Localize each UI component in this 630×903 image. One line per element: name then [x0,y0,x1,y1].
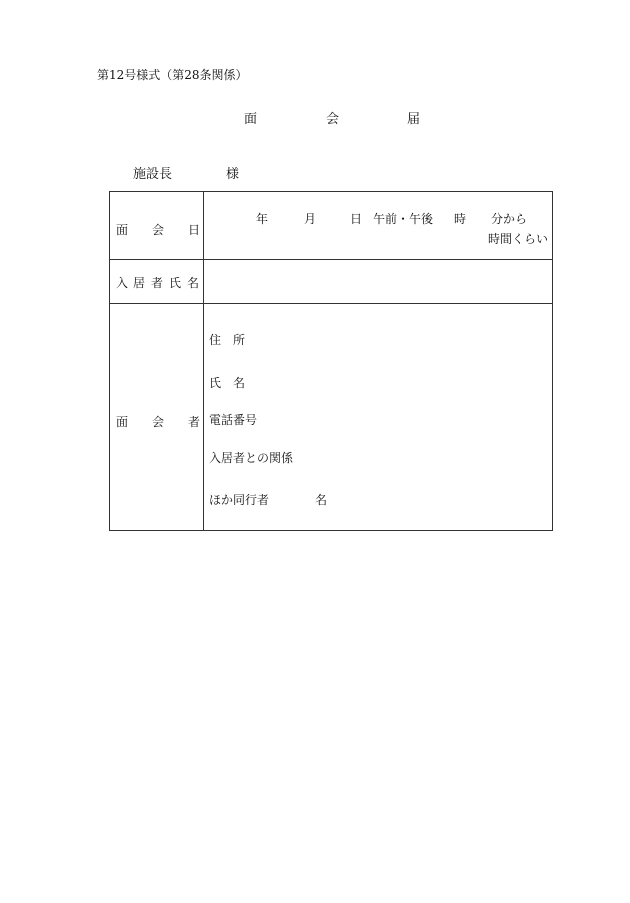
label-char: 面 [116,223,129,237]
label-char: 者 [151,276,164,290]
label-char: 会 [152,415,165,429]
label-char: 入 [116,276,129,290]
minute-field[interactable]: 分から [491,212,528,226]
table-divider [110,259,552,260]
companions-unit: 名 [315,493,328,507]
label-char: 会 [152,223,165,237]
hour-field[interactable]: 時 [454,212,467,226]
visitor-phone-label: 電話番号 [209,413,258,427]
form-number: 第12号様式（第28条関係） [97,68,248,82]
label-char: 者 [188,415,201,429]
table-divider [110,303,552,304]
application-table [109,191,553,531]
addressee-label: 施設長 [133,167,173,182]
label-char: 氏 [169,276,182,290]
month-field[interactable]: 月 [304,212,317,226]
visitor-relation-label: 入居者との関係 [209,451,294,465]
addressee-honorific: 様 [226,167,240,182]
duration-field[interactable]: 時間くらい [488,232,549,246]
title-char: 会 [326,112,340,127]
title-char: 届 [407,112,421,127]
companions-label: ほか同行者 [209,493,270,507]
table-divider [203,192,204,530]
visitor-name-label: 氏 名 [209,376,246,390]
visitor-address-label: 住 所 [209,333,246,347]
year-field[interactable]: 年 [256,212,269,226]
label-char: 面 [116,415,129,429]
day-field[interactable]: 日 [350,212,363,226]
label-char: 名 [187,276,200,290]
label-char: 日 [188,223,201,237]
ampm-field[interactable]: 午前・午後 [373,212,434,226]
title-char: 面 [244,112,258,127]
label-char: 居 [133,276,146,290]
